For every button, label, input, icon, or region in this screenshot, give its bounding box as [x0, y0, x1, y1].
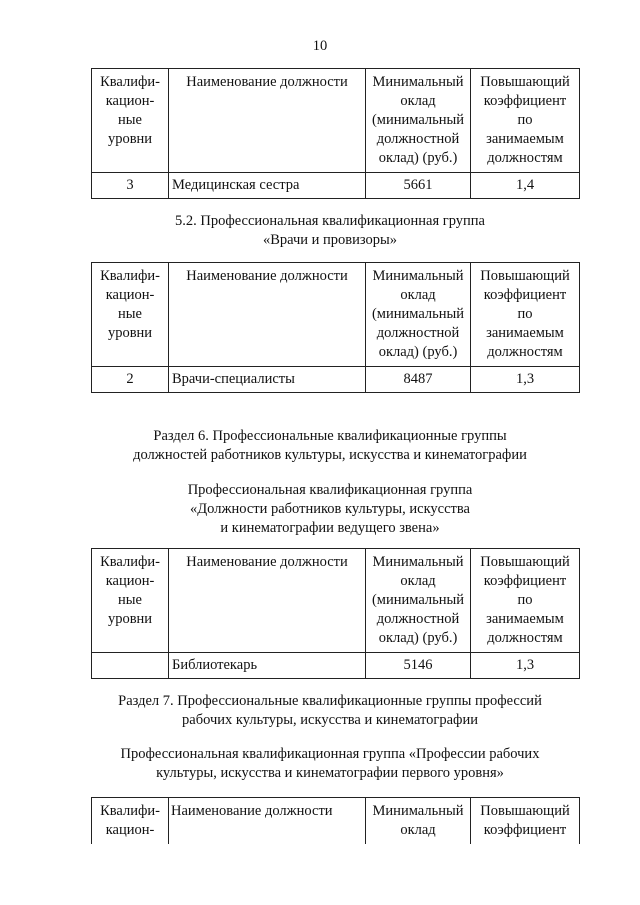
header-coef: Повышающий коэффициент	[471, 798, 580, 845]
header-salary: Минимальный оклад (минимальный должностной оклад) (руб.)	[366, 69, 471, 173]
heading-line: Раздел 7. Профессиональные квалификационные группы профессий	[118, 693, 542, 709]
header-level: Квалифи- кацион- ные уровни	[92, 549, 169, 653]
table-header-row	[92, 549, 580, 653]
header-name: Наименование должности	[169, 263, 366, 367]
cell-level: 2	[92, 367, 169, 393]
section-7-heading	[60, 692, 600, 730]
table-header-row	[92, 263, 580, 367]
header-salary: Минимальный оклад (минимальный должностной оклад) (руб.)	[366, 263, 471, 367]
heading-line: должностей работников культуры, искусства и кинематографии	[133, 447, 527, 463]
salary-table-workers	[91, 797, 580, 844]
salary-table-nurse	[91, 68, 580, 199]
group-heading-culture	[60, 481, 600, 538]
table-header-row	[92, 798, 580, 845]
heading-line: «Должности работников культуры, искусства	[190, 501, 470, 517]
header-level: Квалифи- кацион-	[92, 798, 169, 845]
cell-coef: 1,3	[471, 367, 580, 393]
cell-name: Медицинская сестра	[169, 173, 366, 199]
table-row	[92, 173, 580, 199]
header-level: Квалифи- кацион- ные уровни	[92, 263, 169, 367]
table-header-row	[92, 69, 580, 173]
heading-line: рабочих культуры, искусства и кинематографии	[182, 712, 478, 728]
header-coef: Повышающий коэффициент по занимаемым должностям	[471, 69, 580, 173]
heading-line: «Врачи и провизоры»	[262, 232, 398, 248]
cell-level	[92, 653, 169, 679]
salary-table-doctors	[91, 262, 580, 393]
salary-table-librarian	[91, 548, 580, 679]
group-heading-workers	[60, 745, 600, 783]
heading-line: культуры, искусства и кинематографии первого уровня»	[156, 765, 504, 781]
cell-level: 3	[92, 173, 169, 199]
header-name: Наименование должности	[169, 798, 366, 845]
cell-salary: 5146	[366, 653, 471, 679]
table-row	[92, 367, 580, 393]
cell-salary: 5661	[366, 173, 471, 199]
section-6-heading	[60, 427, 600, 465]
header-name: Наименование должности	[169, 69, 366, 173]
cell-name: Врачи-специалисты	[169, 367, 366, 393]
cell-coef: 1,3	[471, 653, 580, 679]
cell-salary: 8487	[366, 367, 471, 393]
heading-line: Раздел 6. Профессиональные квалификационные группы	[153, 428, 507, 444]
header-level: Квалифи- кацион- ные уровни	[92, 69, 169, 173]
header-name: Наименование должности	[169, 549, 366, 653]
heading-line: и кинематографии ведущего звена»	[220, 520, 440, 536]
cell-coef: 1,4	[471, 173, 580, 199]
heading-line: 5.2. Профессиональная квалификационная группа	[175, 213, 485, 229]
header-coef: Повышающий коэффициент по занимаемым должностям	[471, 263, 580, 367]
heading-line: Профессиональная квалификационная группа	[187, 482, 473, 498]
group-heading-5-2	[60, 212, 600, 250]
header-coef: Повышающий коэффициент по занимаемым должностям	[471, 549, 580, 653]
cell-name: Библиотекарь	[169, 653, 366, 679]
page-number: 10	[312, 38, 328, 54]
header-salary: Минимальный оклад	[366, 798, 471, 845]
heading-line: Профессиональная квалификационная группа «Профессии рабочих	[120, 746, 540, 762]
header-salary: Минимальный оклад (минимальный должностной оклад) (руб.)	[366, 549, 471, 653]
table-row	[92, 653, 580, 679]
